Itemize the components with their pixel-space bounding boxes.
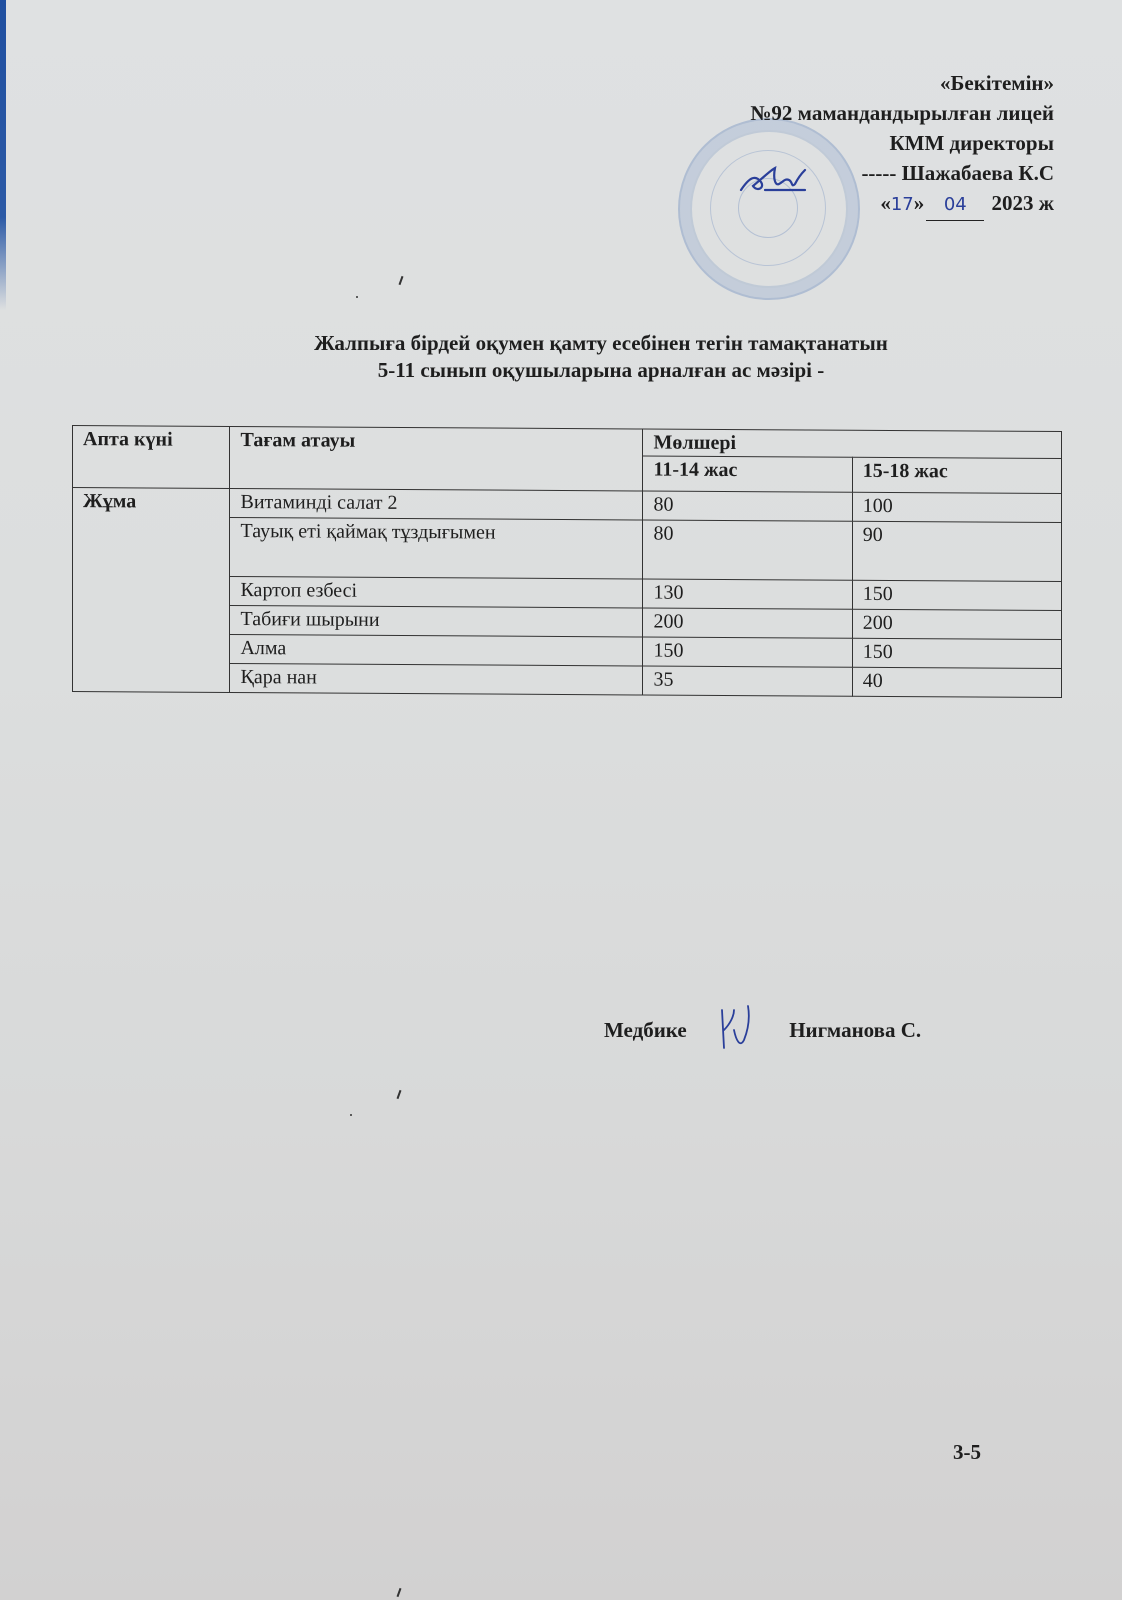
- page-number: 3-5: [953, 1440, 981, 1464]
- date-year: 2023 ж: [991, 191, 1054, 215]
- amount-15-18-cell: 40: [852, 667, 1061, 697]
- table-row: [73, 488, 1062, 523]
- nurse-role: Медбике: [604, 1017, 687, 1042]
- dish-cell: Қара нан: [230, 663, 643, 695]
- date-day: 17: [890, 194, 914, 215]
- amount-11-14-cell: 130: [643, 579, 852, 609]
- header-dish: Тағам атауы: [230, 426, 643, 491]
- amount-11-14-cell: 150: [643, 637, 852, 667]
- director-signature-icon: [735, 160, 815, 200]
- dust-speck: [356, 296, 358, 298]
- amount-11-14-cell: 80: [643, 520, 852, 580]
- amount-15-18-cell: 200: [852, 609, 1061, 639]
- menu-table: [72, 425, 1062, 698]
- director-name: Шажабаева К.С: [901, 161, 1054, 185]
- amount-15-18-cell: 150: [852, 638, 1061, 668]
- amount-15-18-cell: 100: [852, 492, 1061, 522]
- dish-cell: Витаминді салат 2: [230, 488, 643, 520]
- dish-cell: Алма: [230, 634, 643, 666]
- amount-15-18-cell: 150: [852, 580, 1061, 610]
- approval-position: КММ директоры: [889, 131, 1054, 155]
- header-age-11-14: 11-14 жас: [643, 456, 852, 492]
- nurse-signature-block: [604, 1004, 921, 1060]
- signature-dashes: -----: [861, 161, 897, 185]
- dish-cell: Табиғи шырыни: [230, 605, 643, 637]
- table-header-row: [73, 426, 1062, 459]
- amount-11-14-cell: 35: [643, 666, 852, 696]
- approval-heading: «Бекітемін»: [939, 71, 1054, 95]
- document-title: [0, 330, 1122, 384]
- header-day: Апта күні: [73, 426, 230, 489]
- nurse-name: Нигманова С.: [789, 1017, 922, 1042]
- dish-cell: Тауық еті қаймақ тұздығымен: [230, 517, 643, 579]
- dust-speck: [399, 276, 404, 285]
- amount-11-14-cell: 80: [643, 491, 852, 521]
- dish-cell: Картоп езбесі: [230, 576, 643, 608]
- title-line-2: 5-11 сынып оқушыларына арналған ас мәзірі -: [377, 358, 825, 382]
- approval-institution: №92 мамандандырылған лицей: [750, 101, 1054, 125]
- dust-speck: [397, 1588, 402, 1597]
- header-amount: Мөлшері: [643, 429, 1062, 459]
- dust-speck: [350, 1114, 352, 1116]
- amount-11-14-cell: 200: [643, 608, 852, 638]
- date-open-quote: «: [880, 191, 891, 215]
- amount-15-18-cell: 90: [852, 521, 1061, 581]
- day-cell: Жұма: [73, 488, 230, 693]
- header-age-15-18: 15-18 жас: [852, 457, 1061, 493]
- title-line-1: Жалпыға бірдей оқумен қамту есебінен тегін тамақтанатын: [314, 331, 888, 355]
- dust-speck: [397, 1090, 402, 1099]
- date-close-quote: »: [913, 191, 925, 215]
- date-month: 04: [943, 194, 967, 215]
- background-edge-strip: [0, 0, 6, 310]
- nurse-signature-icon: [714, 1000, 762, 1056]
